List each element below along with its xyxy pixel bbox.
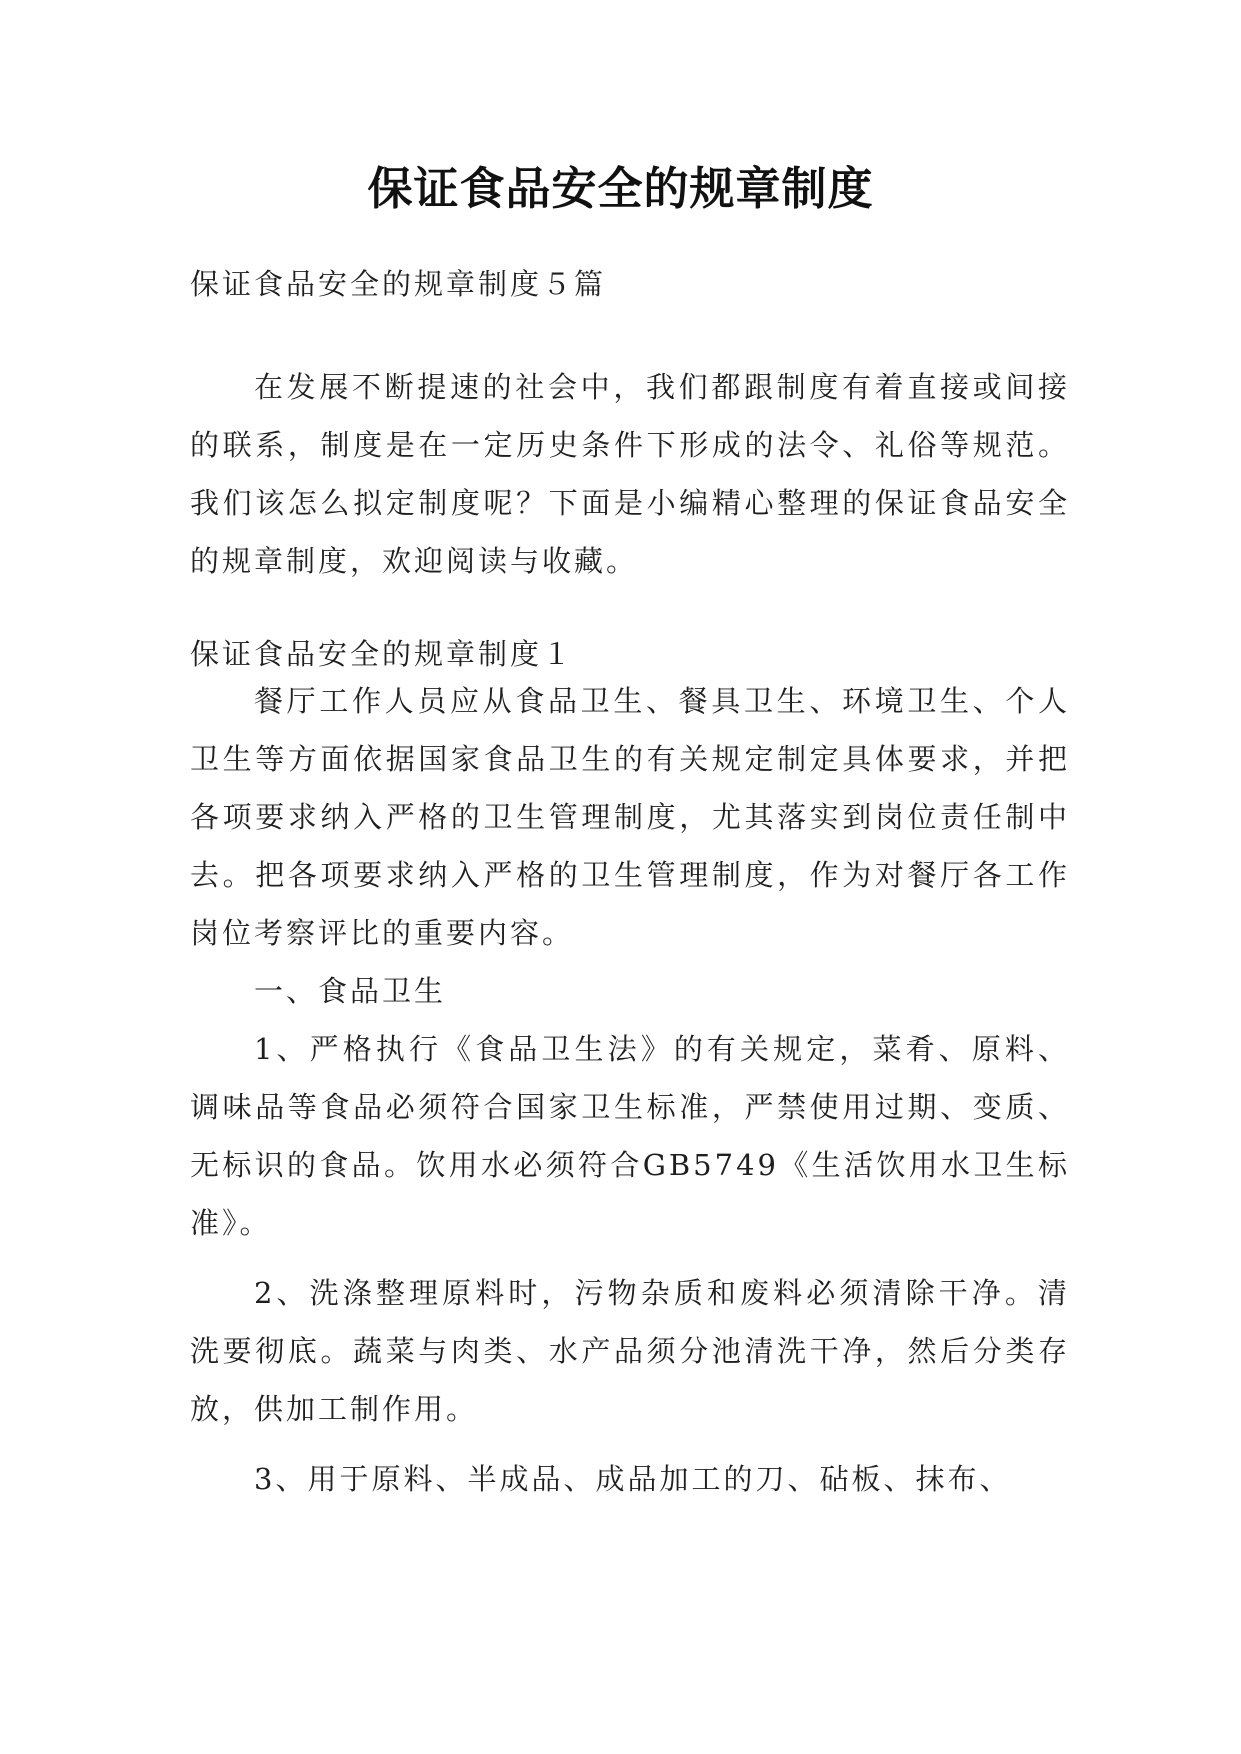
section-1-paragraph: 餐厅工作人员应从食品卫生、餐具卫生、环境卫生、个人卫生等方面依据国家食品卫生的有关规定制定具体要求，并把各项要求纳入严格的卫生管理制度，尤其落实到岗位责任制中去。把各项要求纳入严格的卫生管理制度，作为对餐厅各工作岗位考察评比的重要内容。 <box>190 684 1070 950</box>
document-subtitle: 保证食品安全的规章制度５篇 <box>190 267 607 301</box>
list-item-2: 2、洗涤整理原料时，污物杂质和废料必须清除干净。清洗要彻底。蔬菜与肉类、水产品须分池清洗干净，然后分类存放，供加工制作用。 <box>190 1276 1070 1426</box>
list-item-1: 1、严格执行《食品卫生法》的有关规定，菜肴、原料、调味品等食品必须符合国家卫生标准，严禁使用过期、变质、无标识的食品。饮用水必须符合GB5749《生活饮用水卫生标准》。 <box>190 1032 1070 1240</box>
document-title: 保证食品安全的规章制度 <box>367 162 874 215</box>
food-hygiene-heading: 一、食品卫生 <box>254 974 447 1008</box>
intro-text: 在发展不断提速的社会中，我们都跟制度有着直接或间接的联系，制度是在一定历史条件下形成的法令、礼俗等规范。我们该怎么拟定制度呢？下面是小编精心整理的保证食品安全的规章制度，欢迎阅读与收藏。 <box>190 370 1070 578</box>
list-item-3: 3、用于原料、半成品、成品加工的刀、砧板、抹布、 <box>254 1462 1012 1496</box>
section-1-heading: 保证食品安全的规章制度１ <box>190 637 575 671</box>
section-1-body <box>190 672 1070 1508</box>
intro-paragraph <box>190 358 1070 590</box>
